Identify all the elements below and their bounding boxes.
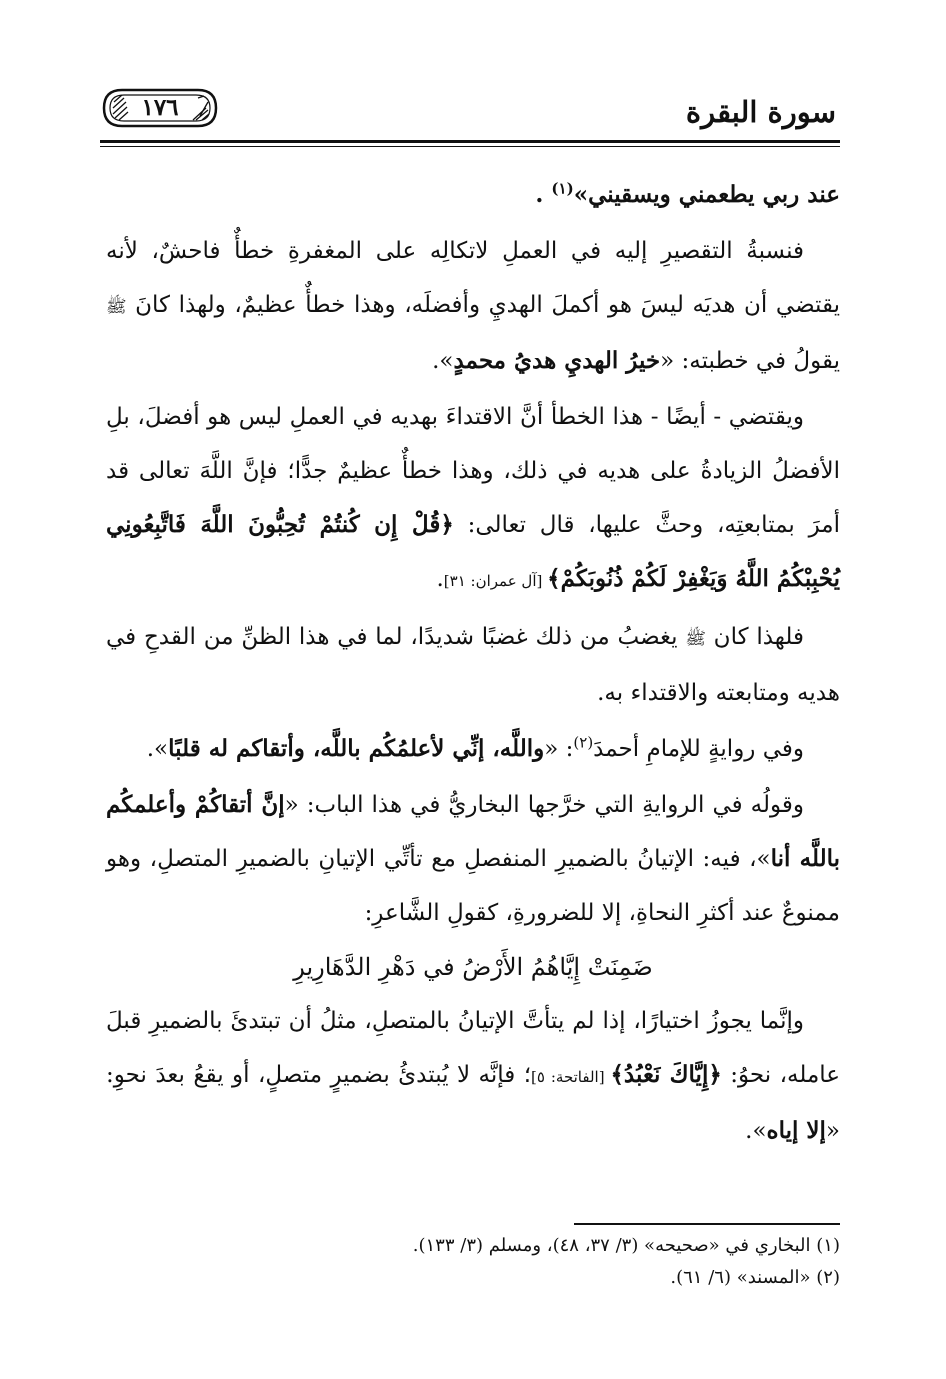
- paragraph-text: يغضبُ من ذلك غضبًا شديدًا، لما في هذا الظنِّ من القدحِ في هديه ومتابعته والاقتداء به.: [106, 624, 840, 706]
- footnote-1: (١) البخاري في «صحيحه» (٣/ ٣٧، ٤٨)، ومسلم (٣/ ١٣٣).: [412, 1235, 840, 1256]
- header-rule-thin: [100, 146, 840, 147]
- main-text: [106, 168, 840, 1158]
- paragraph-3: [106, 390, 840, 608]
- quran-verse: ﴿قُلْ إِن كُنتُمْ تُحِبُّونَ اللَّهَ فَاتَّبِعُونِي يُحْبِبْكُمُ اللَّهُ وَيَغْفِرْ لَكُمْ ذُنُوبَكُمْ﴾: [106, 511, 840, 592]
- paragraph-7: [106, 994, 840, 1158]
- period: .: [535, 181, 552, 208]
- paragraph-text: فنسبةُ التقصيرِ إليه في العملِ لاتكالِه على المغفرةِ خطأٌ فاحشٌ، لأنه يقتضي أن هديَه ليسَ هو أكملَ الهديِ وأفضلَه، وهذا خطأٌ عظيمٌ، ولهذا كانَ: [106, 238, 840, 318]
- page-header: [100, 80, 840, 142]
- paragraph-text: ».: [146, 736, 169, 762]
- paragraph-text: .: [436, 566, 444, 592]
- footnote-marker-2: (٢): [573, 733, 594, 752]
- header-rule: [100, 140, 840, 143]
- paragraph-1: [106, 168, 840, 222]
- verse-reference: [الفاتحة: ٥]: [531, 1068, 611, 1086]
- footnote-marker-1: (١): [551, 179, 574, 198]
- quran-verse: ﴿إِيَّاكَ نَعْبُدُ﴾: [610, 1061, 722, 1088]
- paragraph-text: ».: [432, 348, 454, 374]
- quoted-phrase: إلا إياه: [766, 1117, 826, 1144]
- paragraph-6: [106, 778, 840, 940]
- paragraph-text: وفي روايةٍ للإمامِ أحمدَ: [593, 736, 804, 762]
- poetry-verse: ضَمِنَتْ إِيَّاهُمُ الأَرْضُ في دَهْرِ الدَّهَارِيرِ: [293, 953, 653, 981]
- paragraph-text: وإنَّما يجوزُ اختيارًا، إذا لم يتأتَّ الإتيانُ بالمتصلِ، مثلُ أن تبتدئَ بالضميرِ قبلَ عامله، نحوُ:: [106, 1008, 840, 1088]
- paragraph-4: [106, 610, 840, 720]
- paragraph-text: ؛ فإنَّه لا يُبتدئُ بضميرٍ متصلٍ، أو يقعُ بعدَ نحوِ: «: [106, 1062, 840, 1144]
- running-title: سورة البقرة: [685, 95, 836, 129]
- paragraph-text: يقولُ في خطبته: «: [660, 348, 840, 374]
- salawat-glyph: ﷺ: [106, 297, 127, 317]
- hadith-quote: إنَّ أتقاكُمْ وأعلمكُم باللَّه أنا: [106, 791, 840, 872]
- paragraph-text: ويقتضي - أيضًا - هذا الخطأ أنَّ الاقتداءَ بهديه في العملِ ليس هو أفضلَ، بلِ الأفضلُ الزيادةُ على هديه في ذلك، وهذا خطأٌ عظيمٌ جدًّا؛ فإنَّ اللَّهَ تعالى قد أمرَ بمتابعتِه، وحثَّ عليها، قال تعالى:: [106, 404, 840, 538]
- paragraph-text: فلهذا كان: [705, 624, 804, 650]
- footnotes: [106, 1230, 840, 1294]
- paragraph-text: وقولُه في الروايةِ التي خرَّجها البخاريُّ في هذا الباب: «: [284, 792, 804, 818]
- footnote-2: (٢) «المسند» (٦/ ٦١).: [670, 1267, 840, 1288]
- verse-reference: [آل عمران: ٣١]: [443, 572, 548, 590]
- paragraph-text: »، فيه: الإتيانُ بالضميرِ المنفصلِ مع تأتِّي الإتيانِ بالضميرِ المتصلِ، وهو ممنوعٌ عند أكثرِ النحاةِ، إلا للضرورةِ، كقولِ الشَّاعرِ:: [106, 846, 840, 926]
- hadith-ending: عند ربي يطعمني ويسقيني»: [573, 181, 840, 208]
- page-number-badge: [100, 86, 220, 130]
- paragraph-2: [106, 224, 840, 388]
- hadith-quote: خيرُ الهديِ هديُ محمدٍ: [453, 347, 661, 374]
- paragraph-5: [106, 722, 840, 776]
- salawat-glyph: ﷺ: [685, 629, 706, 649]
- paragraph-text: : «: [544, 736, 574, 762]
- footnote-divider: [574, 1223, 840, 1225]
- page-number: ١٧٦: [141, 94, 179, 121]
- paragraph-text: ».: [745, 1118, 767, 1144]
- hadith-quote: واللَّه، إنِّي لأعلمُكُم باللَّه، وأتقاكم له قلبًا: [168, 735, 545, 762]
